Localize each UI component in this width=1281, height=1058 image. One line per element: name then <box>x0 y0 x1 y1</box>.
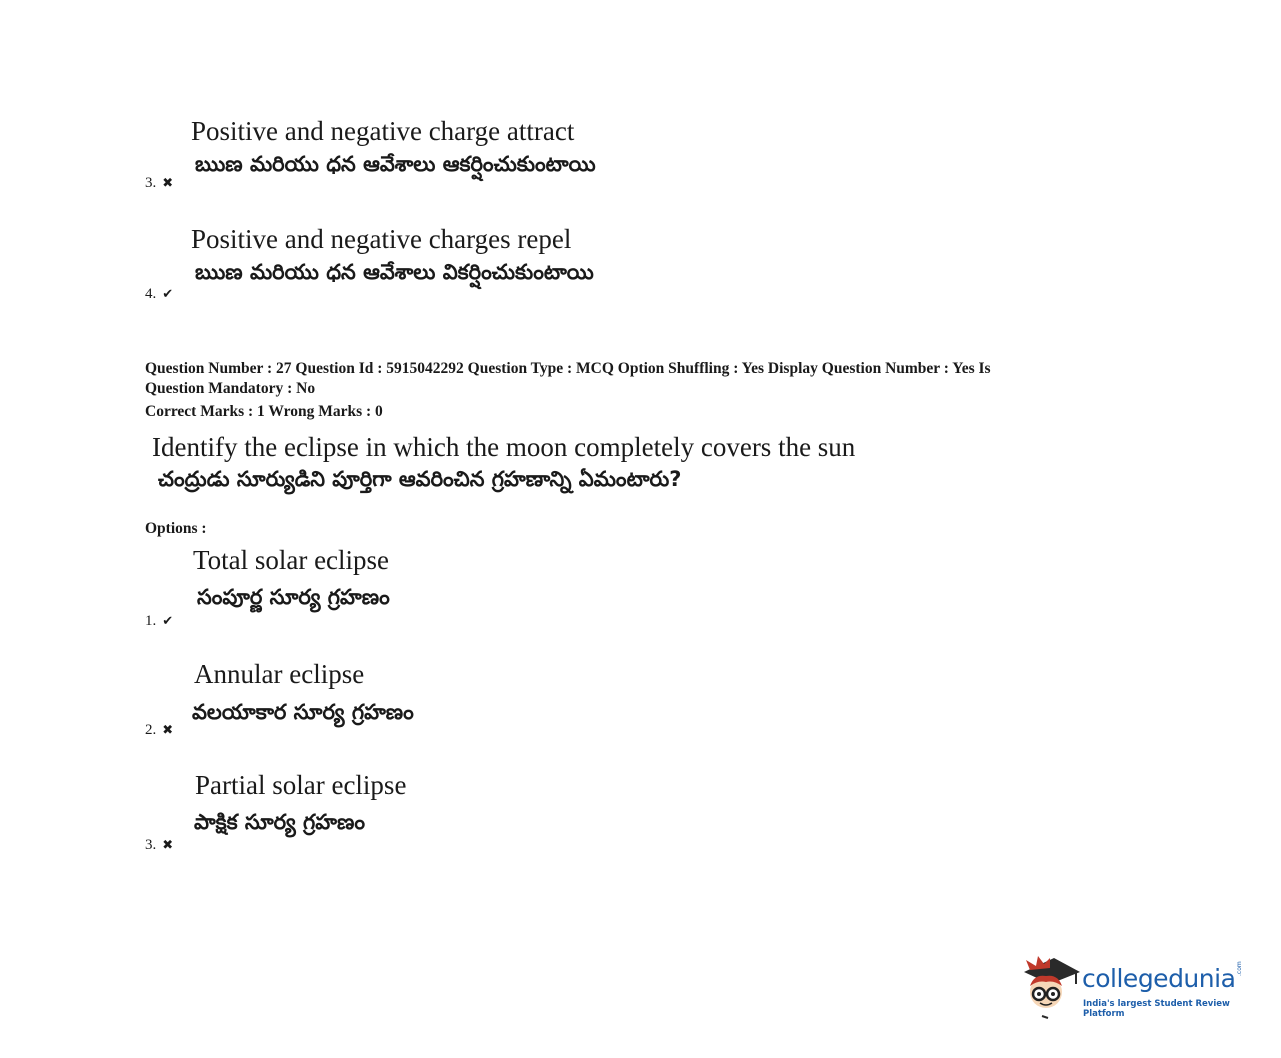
question-text-english: Identify the eclipse in which the moon completely covers the sun <box>152 432 856 462</box>
option-1-english: Total solar eclipse <box>193 545 390 575</box>
wrong-mark-icon: ✖ <box>162 838 174 853</box>
option-2-english: Annular eclipse <box>194 659 365 689</box>
prev-option-3-number <box>145 175 173 192</box>
prev-option-4-number <box>145 286 173 303</box>
option-3-english: Partial solar eclipse <box>195 770 407 800</box>
option-3-number <box>145 837 173 854</box>
prev-option-3-telugu: ఋణ మరియు ధన ఆవేశాలు ఆకర్షించుకుంటాయి <box>195 152 596 176</box>
option-3-telugu: పాక్షిక సూర్య గ్రహణం <box>194 810 365 834</box>
logo-suffix: .com <box>1236 961 1243 976</box>
option-number-label: 3. <box>145 837 157 853</box>
options-label: Options : <box>145 520 207 537</box>
wrong-mark-icon: ✖ <box>162 176 174 191</box>
option-number-label: 3. <box>145 175 157 191</box>
prev-option-4-english: Positive and negative charges repel <box>191 224 572 254</box>
option-1-telugu: సంపూర్ణ సూర్య గ్రహణం <box>197 585 390 609</box>
option-number-label: 2. <box>145 722 157 738</box>
mascot-graduation-cap-icon <box>1020 952 1082 1022</box>
wrong-mark-icon: ✖ <box>162 723 174 738</box>
prev-option-4-telugu: ఋణ మరియు ధన ఆవేశాలు వికర్షించుకుంటాయి <box>195 260 594 284</box>
correct-mark-icon: ✔ <box>162 614 174 629</box>
option-number-label: 4. <box>145 286 157 302</box>
option-1-number <box>145 613 173 630</box>
logo-tagline: India's largest Student Review Platform <box>1083 999 1230 1019</box>
question-text-telugu: చంద్రుడు సూర్యుడిని పూర్తిగా ఆవరించిన గ్రహణాన్ని ఏమంటారు? <box>158 467 682 491</box>
option-2-telugu: వలయాకార సూర్య గ్రహణం <box>192 700 414 724</box>
prev-option-3-english: Positive and negative charge attract <box>191 116 575 146</box>
question-meta-line-1: Question Number : 27 Question Id : 5915042292 Question Type : MCQ Option Shuffling : Yes Display Question Number : Yes Is <box>145 360 991 377</box>
option-number-label: 1. <box>145 613 157 629</box>
correct-mark-icon: ✔ <box>162 287 174 302</box>
collegedunia-logo <box>1020 952 1252 1022</box>
question-marks: Correct Marks : 1 Wrong Marks : 0 <box>145 403 383 420</box>
option-2-number <box>145 722 173 739</box>
logo-wordmark: collegedunia <box>1082 964 1236 993</box>
question-meta-line-2: Question Mandatory : No <box>145 380 316 397</box>
